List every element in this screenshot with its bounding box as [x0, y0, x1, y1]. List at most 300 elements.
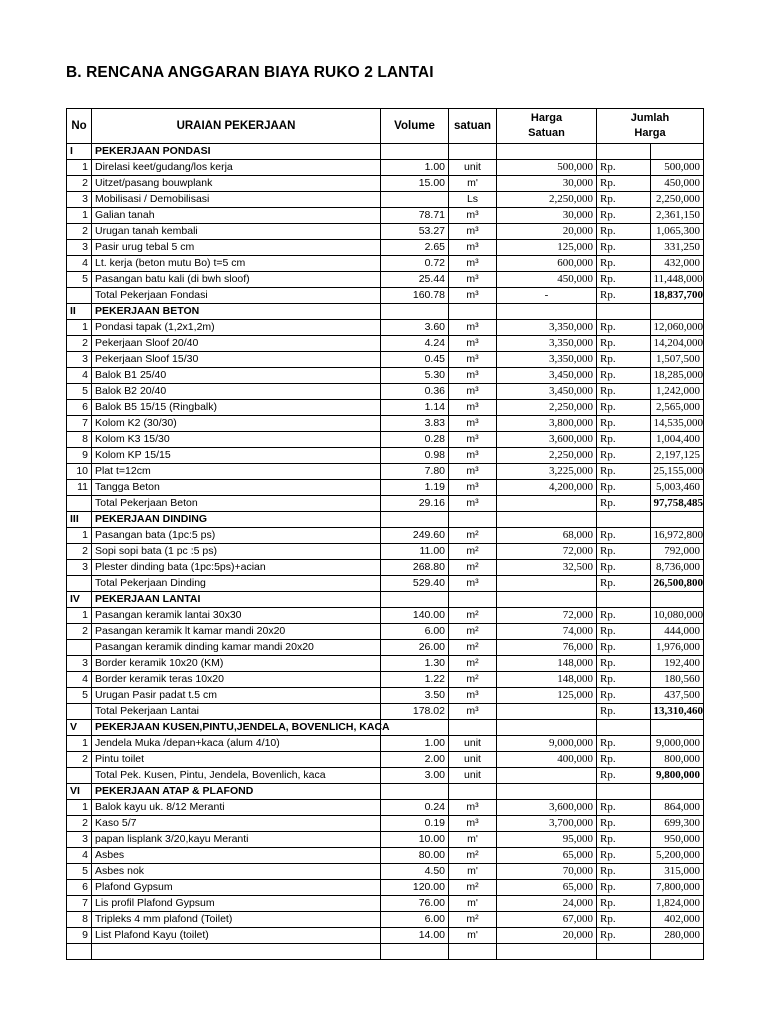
row-currency: Rp.	[597, 864, 651, 880]
row-jumlah-harga: 25,155,000	[650, 464, 704, 480]
row-uraian: PEKERJAAN LANTAI	[92, 592, 381, 608]
row-volume: 0.45	[381, 352, 449, 368]
row-volume	[381, 720, 449, 736]
row-no: 7	[67, 416, 92, 432]
row-harga-satuan: 3,600,000	[497, 432, 597, 448]
total-row	[67, 576, 704, 592]
table-row	[67, 208, 704, 224]
row-currency: Rp.	[597, 560, 651, 576]
section-row	[67, 512, 704, 528]
row-harga-satuan: 148,000	[497, 672, 597, 688]
table-row	[67, 480, 704, 496]
table-row	[67, 352, 704, 368]
row-uraian: Direlasi keet/gudang/los kerja	[92, 160, 381, 176]
row-satuan	[449, 144, 497, 160]
row-volume: 80.00	[381, 848, 449, 864]
table-row	[67, 400, 704, 416]
row-currency: Rp.	[597, 672, 651, 688]
row-satuan: m³	[449, 336, 497, 352]
table-row	[67, 624, 704, 640]
row-no: 1	[67, 736, 92, 752]
row-no: III	[67, 512, 92, 528]
row-harga-satuan	[497, 720, 597, 736]
row-volume: 6.00	[381, 912, 449, 928]
row-currency: Rp.	[597, 272, 651, 288]
row-volume: 7.80	[381, 464, 449, 480]
empty-cell	[67, 944, 92, 960]
section-row	[67, 304, 704, 320]
header-jumlah-line2: Harga	[634, 127, 666, 139]
row-harga-satuan: 76,000	[497, 640, 597, 656]
row-volume: 1.00	[381, 736, 449, 752]
row-satuan: m'	[449, 864, 497, 880]
table-header-row	[67, 109, 704, 144]
row-no: 2	[67, 816, 92, 832]
row-volume: 15.00	[381, 176, 449, 192]
header-harga-line1: Harga	[530, 112, 563, 124]
row-jumlah-harga: 16,972,800	[650, 528, 704, 544]
header-volume: Volume	[381, 109, 449, 144]
row-satuan: m'	[449, 928, 497, 944]
row-jumlah-harga: 444,000	[650, 624, 704, 640]
row-harga-satuan: 20,000	[497, 224, 597, 240]
row-currency: Rp.	[597, 400, 651, 416]
row-currency: Rp.	[597, 256, 651, 272]
row-jumlah-harga: 432,000	[650, 256, 704, 272]
row-no: 2	[67, 624, 92, 640]
row-uraian: PEKERJAAN DINDING	[92, 512, 381, 528]
row-uraian: Kaso 5/7	[92, 816, 381, 832]
row-jumlah-harga: 402,000	[650, 912, 704, 928]
table-row	[67, 464, 704, 480]
row-satuan: m²	[449, 880, 497, 896]
row-harga-satuan: 3,800,000	[497, 416, 597, 432]
row-satuan: m³	[449, 432, 497, 448]
row-harga-satuan: 3,600,000	[497, 800, 597, 816]
table-row	[67, 224, 704, 240]
table-row	[67, 432, 704, 448]
row-satuan: m³	[449, 400, 497, 416]
row-uraian: Border keramik teras 10x20	[92, 672, 381, 688]
row-currency: Rp.	[597, 416, 651, 432]
row-no: 8	[67, 432, 92, 448]
row-volume: 140.00	[381, 608, 449, 624]
row-currency: Rp.	[597, 640, 651, 656]
row-jumlah-harga: 437,500	[650, 688, 704, 704]
row-volume: 4.50	[381, 864, 449, 880]
row-harga-satuan: 500,000	[497, 160, 597, 176]
row-jumlah-harga: 450,000	[650, 176, 704, 192]
row-harga-satuan: 600,000	[497, 256, 597, 272]
row-satuan: m²	[449, 656, 497, 672]
row-volume: 4.24	[381, 336, 449, 352]
row-no	[67, 496, 92, 512]
row-uraian: Tripleks 4 mm plafond (Toilet)	[92, 912, 381, 928]
row-jumlah-harga	[650, 784, 704, 800]
row-uraian: Pasangan bata (1pc:5 ps)	[92, 528, 381, 544]
row-harga-satuan	[497, 592, 597, 608]
row-jumlah-harga: 10,080,000	[650, 608, 704, 624]
row-currency: Rp.	[597, 704, 651, 720]
row-currency: Rp.	[597, 880, 651, 896]
row-uraian: PEKERJAAN KUSEN,PINTU,JENDELA, BOVENLICH, KACA	[92, 720, 381, 736]
row-volume: 0.98	[381, 448, 449, 464]
row-satuan: m³	[449, 240, 497, 256]
row-no: 1	[67, 608, 92, 624]
row-harga-satuan: 2,250,000	[497, 400, 597, 416]
row-volume: 529.40	[381, 576, 449, 592]
row-jumlah-harga: 2,197,125	[650, 448, 704, 464]
table-row	[67, 560, 704, 576]
row-currency: Rp.	[597, 528, 651, 544]
row-jumlah-harga: 5,200,000	[650, 848, 704, 864]
row-harga-satuan	[497, 512, 597, 528]
row-jumlah-harga: 18,285,000	[650, 368, 704, 384]
row-uraian: PEKERJAAN PONDASI	[92, 144, 381, 160]
row-satuan: m²	[449, 848, 497, 864]
row-no: 3	[67, 656, 92, 672]
row-volume: 10.00	[381, 832, 449, 848]
row-satuan: m³	[449, 272, 497, 288]
table-row	[67, 800, 704, 816]
row-no: 4	[67, 256, 92, 272]
row-jumlah-harga: 1,507,500	[650, 352, 704, 368]
row-volume: 0.72	[381, 256, 449, 272]
row-uraian: Kolom KP 15/15	[92, 448, 381, 464]
row-jumlah-harga	[650, 720, 704, 736]
row-uraian: Tangga Beton	[92, 480, 381, 496]
empty-cell	[92, 944, 381, 960]
row-currency: Rp.	[597, 224, 651, 240]
row-currency: Rp.	[597, 288, 651, 304]
row-currency: Rp.	[597, 848, 651, 864]
row-jumlah-harga	[650, 512, 704, 528]
row-no: 3	[67, 352, 92, 368]
table-row	[67, 416, 704, 432]
row-currency: Rp.	[597, 624, 651, 640]
row-volume: 0.24	[381, 800, 449, 816]
row-harga-satuan	[497, 496, 597, 512]
row-volume: 3.60	[381, 320, 449, 336]
row-harga-satuan	[497, 704, 597, 720]
row-uraian: Pekerjaan Sloof 15/30	[92, 352, 381, 368]
row-jumlah-harga: 9,800,000	[650, 768, 704, 784]
table-row	[67, 176, 704, 192]
row-jumlah-harga	[650, 304, 704, 320]
row-uraian: PEKERJAAN BETON	[92, 304, 381, 320]
row-jumlah-harga: 1,004,400	[650, 432, 704, 448]
row-satuan	[449, 784, 497, 800]
row-satuan: m³	[449, 688, 497, 704]
row-jumlah-harga	[650, 592, 704, 608]
row-harga-satuan	[497, 784, 597, 800]
row-harga-satuan: 148,000	[497, 656, 597, 672]
row-volume: 11.00	[381, 544, 449, 560]
row-volume: 3.83	[381, 416, 449, 432]
row-no: 5	[67, 272, 92, 288]
row-jumlah-harga: 9,000,000	[650, 736, 704, 752]
row-uraian: List Plafond Kayu (toilet)	[92, 928, 381, 944]
row-uraian: Asbes nok	[92, 864, 381, 880]
row-currency: Rp.	[597, 800, 651, 816]
row-currency: Rp.	[597, 816, 651, 832]
row-jumlah-harga: 97,758,485	[650, 496, 704, 512]
row-currency: Rp.	[597, 448, 651, 464]
table-row	[67, 448, 704, 464]
row-volume	[381, 512, 449, 528]
table-row	[67, 928, 704, 944]
row-satuan: Ls	[449, 192, 497, 208]
row-satuan: m³	[449, 384, 497, 400]
row-jumlah-harga: 192,400	[650, 656, 704, 672]
row-no	[67, 640, 92, 656]
row-currency: Rp.	[597, 576, 651, 592]
empty-cell	[650, 944, 704, 960]
row-harga-satuan: 3,350,000	[497, 320, 597, 336]
row-uraian: Pasangan batu kali (di bwh sloof)	[92, 272, 381, 288]
row-volume: 0.36	[381, 384, 449, 400]
row-volume	[381, 192, 449, 208]
row-uraian: Sopi sopi bata (1 pc :5 ps)	[92, 544, 381, 560]
row-volume: 160.78	[381, 288, 449, 304]
table-row	[67, 384, 704, 400]
row-no: 10	[67, 464, 92, 480]
row-uraian: Mobilisasi / Demobilisasi	[92, 192, 381, 208]
row-uraian: Plafond Gypsum	[92, 880, 381, 896]
row-satuan: m'	[449, 176, 497, 192]
row-satuan	[449, 592, 497, 608]
row-jumlah-harga: 331,250	[650, 240, 704, 256]
row-currency	[597, 144, 651, 160]
row-satuan: m³	[449, 352, 497, 368]
row-volume: 120.00	[381, 880, 449, 896]
row-currency: Rp.	[597, 928, 651, 944]
row-jumlah-harga: 7,800,000	[650, 880, 704, 896]
section-row	[67, 784, 704, 800]
row-volume: 76.00	[381, 896, 449, 912]
row-volume: 3.50	[381, 688, 449, 704]
row-harga-satuan: 3,450,000	[497, 368, 597, 384]
row-satuan: m³	[449, 496, 497, 512]
row-volume	[381, 784, 449, 800]
document-title: B. RENCANA ANGGARAN BIAYA RUKO 2 LANTAI	[66, 64, 434, 81]
row-harga-satuan: 125,000	[497, 240, 597, 256]
row-jumlah-harga: 699,300	[650, 816, 704, 832]
row-harga-satuan: 67,000	[497, 912, 597, 928]
row-harga-satuan: 30,000	[497, 176, 597, 192]
row-volume: 2.65	[381, 240, 449, 256]
row-satuan: m'	[449, 896, 497, 912]
row-uraian: Pasir urug tebal 5 cm	[92, 240, 381, 256]
row-currency: Rp.	[597, 656, 651, 672]
row-uraian: Balok B2 20/40	[92, 384, 381, 400]
table-row	[67, 240, 704, 256]
row-currency: Rp.	[597, 432, 651, 448]
row-currency: Rp.	[597, 544, 651, 560]
header-no: No	[67, 109, 92, 144]
row-satuan: m³	[449, 448, 497, 464]
row-satuan	[449, 720, 497, 736]
row-no: V	[67, 720, 92, 736]
row-jumlah-harga: 5,003,460	[650, 480, 704, 496]
header-harga-satuan	[497, 109, 597, 144]
row-no: 5	[67, 384, 92, 400]
row-volume: 178.02	[381, 704, 449, 720]
row-no: 2	[67, 176, 92, 192]
row-currency	[597, 784, 651, 800]
row-no: 2	[67, 336, 92, 352]
row-no: 4	[67, 368, 92, 384]
row-jumlah-harga: 315,000	[650, 864, 704, 880]
row-jumlah-harga: 950,000	[650, 832, 704, 848]
table-row	[67, 192, 704, 208]
row-volume: 1.00	[381, 160, 449, 176]
row-harga-satuan: 2,250,000	[497, 448, 597, 464]
row-uraian: Plat t=12cm	[92, 464, 381, 480]
table-continuation-row	[67, 944, 704, 960]
row-volume: 29.16	[381, 496, 449, 512]
row-uraian: Asbes	[92, 848, 381, 864]
row-uraian: Total Pekerjaan Dinding	[92, 576, 381, 592]
row-jumlah-harga: 500,000	[650, 160, 704, 176]
row-volume	[381, 592, 449, 608]
row-uraian: Pasangan keramik lt kamar mandi 20x20	[92, 624, 381, 640]
row-uraian: Pekerjaan Sloof 20/40	[92, 336, 381, 352]
row-satuan: m²	[449, 640, 497, 656]
row-uraian: Urugan Pasir padat t.5 cm	[92, 688, 381, 704]
row-satuan: m²	[449, 560, 497, 576]
row-volume: 0.28	[381, 432, 449, 448]
row-no: 6	[67, 400, 92, 416]
row-volume: 14.00	[381, 928, 449, 944]
row-uraian: Uitzet/pasang bouwplank	[92, 176, 381, 192]
row-satuan	[449, 304, 497, 320]
row-currency: Rp.	[597, 336, 651, 352]
row-uraian: Pasangan keramik lantai 30x30	[92, 608, 381, 624]
row-harga-satuan: 20,000	[497, 928, 597, 944]
total-row	[67, 288, 704, 304]
row-currency	[597, 592, 651, 608]
row-no: 2	[67, 752, 92, 768]
row-volume: 1.14	[381, 400, 449, 416]
row-uraian: Total Pekerjaan Beton	[92, 496, 381, 512]
row-harga-satuan: 72,000	[497, 608, 597, 624]
table-row	[67, 688, 704, 704]
row-no	[67, 576, 92, 592]
row-no: 11	[67, 480, 92, 496]
table-row	[67, 256, 704, 272]
row-satuan: m³	[449, 368, 497, 384]
budget-table	[66, 108, 704, 960]
row-no: 3	[67, 832, 92, 848]
empty-cell	[449, 944, 497, 960]
row-satuan: m²	[449, 624, 497, 640]
row-currency: Rp.	[597, 752, 651, 768]
row-no: 5	[67, 864, 92, 880]
row-currency: Rp.	[597, 832, 651, 848]
row-volume: 78.71	[381, 208, 449, 224]
row-uraian: Balok kayu uk. 8/12 Meranti	[92, 800, 381, 816]
row-harga-satuan: 3,350,000	[497, 352, 597, 368]
row-harga-satuan: 3,225,000	[497, 464, 597, 480]
row-uraian: Kolom K2 (30/30)	[92, 416, 381, 432]
row-harga-satuan: 125,000	[497, 688, 597, 704]
row-no	[67, 704, 92, 720]
row-satuan: m²	[449, 672, 497, 688]
row-currency: Rp.	[597, 192, 651, 208]
row-volume: 0.19	[381, 816, 449, 832]
row-uraian: Plester dinding bata (1pc:5ps)+acian	[92, 560, 381, 576]
header-uraian: URAIAN PEKERJAAN	[92, 109, 381, 144]
row-jumlah-harga: 18,837,700	[650, 288, 704, 304]
row-currency: Rp.	[597, 464, 651, 480]
table-row	[67, 672, 704, 688]
row-volume: 26.00	[381, 640, 449, 656]
row-uraian: Pondasi tapak (1,2x1,2m)	[92, 320, 381, 336]
row-harga-satuan: 24,000	[497, 896, 597, 912]
row-harga-satuan	[497, 144, 597, 160]
header-jumlah-line1: Jumlah	[630, 112, 670, 124]
row-harga-satuan: 68,000	[497, 528, 597, 544]
table-row	[67, 320, 704, 336]
row-no: 1	[67, 320, 92, 336]
row-harga-satuan: 74,000	[497, 624, 597, 640]
row-jumlah-harga: 1,065,300	[650, 224, 704, 240]
row-currency: Rp.	[597, 176, 651, 192]
row-no: 6	[67, 880, 92, 896]
row-volume: 53.27	[381, 224, 449, 240]
row-no: 1	[67, 208, 92, 224]
empty-cell	[381, 944, 449, 960]
row-harga-satuan: 70,000	[497, 864, 597, 880]
row-no: 2	[67, 224, 92, 240]
row-jumlah-harga: 800,000	[650, 752, 704, 768]
row-uraian: PEKERJAAN ATAP & PLAFOND	[92, 784, 381, 800]
row-no: 9	[67, 928, 92, 944]
row-no: 4	[67, 848, 92, 864]
row-jumlah-harga: 14,204,000	[650, 336, 704, 352]
row-uraian: Lt. kerja (beton mutu Bo) t=5 cm	[92, 256, 381, 272]
row-volume: 2.00	[381, 752, 449, 768]
row-no: 3	[67, 192, 92, 208]
row-no	[67, 768, 92, 784]
row-no: IV	[67, 592, 92, 608]
row-satuan: m²	[449, 608, 497, 624]
row-harga-satuan: 4,200,000	[497, 480, 597, 496]
row-satuan: m³	[449, 816, 497, 832]
row-currency: Rp.	[597, 208, 651, 224]
table-row	[67, 640, 704, 656]
row-harga-satuan: 450,000	[497, 272, 597, 288]
row-uraian: Balok B5 15/15 (Ringbalk)	[92, 400, 381, 416]
section-row	[67, 144, 704, 160]
table-row	[67, 848, 704, 864]
row-uraian: Galian tanah	[92, 208, 381, 224]
row-satuan: m³	[449, 224, 497, 240]
table-row	[67, 656, 704, 672]
header-satuan: satuan	[449, 109, 497, 144]
row-no: 1	[67, 528, 92, 544]
row-jumlah-harga: 2,565,000	[650, 400, 704, 416]
table-row	[67, 864, 704, 880]
row-currency: Rp.	[597, 320, 651, 336]
total-row	[67, 768, 704, 784]
row-satuan: unit	[449, 752, 497, 768]
table-row	[67, 832, 704, 848]
row-uraian: Total Pekerjaan Fondasi	[92, 288, 381, 304]
row-jumlah-harga: 180,560	[650, 672, 704, 688]
row-currency: Rp.	[597, 160, 651, 176]
